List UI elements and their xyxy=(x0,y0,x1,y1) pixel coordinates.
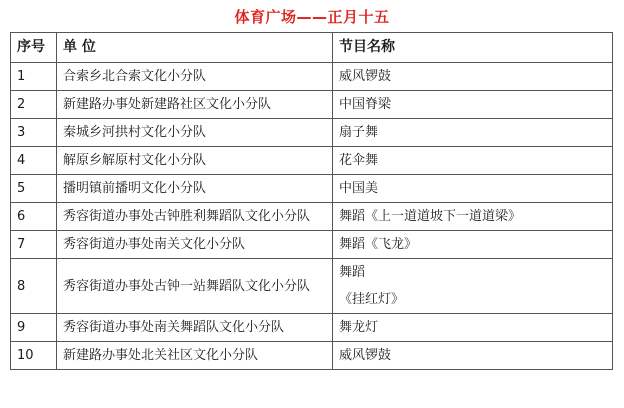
table-row xyxy=(11,203,613,231)
row-program: 舞蹈《飞龙》 xyxy=(333,231,613,259)
header-program: 节目名称 xyxy=(333,33,613,63)
table-row xyxy=(11,63,613,91)
row-program: 中国脊梁 xyxy=(333,91,613,119)
program-table xyxy=(10,32,613,370)
row-program-line1: 舞蹈 xyxy=(339,265,366,280)
table-row xyxy=(11,259,613,314)
row-unit: 秀容街道办事处古钟一站舞蹈队文化小分队 xyxy=(57,259,333,314)
row-no: 8 xyxy=(11,259,57,314)
header-unit: 单 位 xyxy=(57,33,333,63)
row-unit: 新建路办事处北关社区文化小分队 xyxy=(57,342,333,370)
row-unit: 合索乡北合索文化小分队 xyxy=(57,63,333,91)
row-program: 舞龙灯 xyxy=(333,314,613,342)
row-unit: 秀容街道办事处古钟胜利舞蹈队文化小分队 xyxy=(57,203,333,231)
table-row xyxy=(11,175,613,203)
row-unit: 新建路办事处新建路社区文化小分队 xyxy=(57,91,333,119)
row-program xyxy=(333,259,613,314)
row-no: 6 xyxy=(11,203,57,231)
row-program: 扇子舞 xyxy=(333,119,613,147)
row-program: 威风锣鼓 xyxy=(333,342,613,370)
row-no: 10 xyxy=(11,342,57,370)
row-unit: 秦城乡河拱村文化小分队 xyxy=(57,119,333,147)
table-row xyxy=(11,314,613,342)
row-program-line2: 《挂红灯》 xyxy=(339,292,405,307)
row-program: 威风锣鼓 xyxy=(333,63,613,91)
row-unit: 播明镇前播明文化小分队 xyxy=(57,175,333,203)
table-row xyxy=(11,119,613,147)
row-unit: 解原乡解原村文化小分队 xyxy=(57,147,333,175)
row-no: 3 xyxy=(11,119,57,147)
row-no: 9 xyxy=(11,314,57,342)
row-no: 7 xyxy=(11,231,57,259)
row-unit: 秀容街道办事处南关舞蹈队文化小分队 xyxy=(57,314,333,342)
row-no: 5 xyxy=(11,175,57,203)
row-no: 2 xyxy=(11,91,57,119)
row-program: 花伞舞 xyxy=(333,147,613,175)
row-program: 舞蹈《上一道道坡下一道道梁》 xyxy=(333,203,613,231)
table-row xyxy=(11,91,613,119)
row-unit: 秀容街道办事处南关文化小分队 xyxy=(57,231,333,259)
header-no: 序号 xyxy=(11,33,57,63)
table-row xyxy=(11,231,613,259)
row-no: 1 xyxy=(11,63,57,91)
row-no: 4 xyxy=(11,147,57,175)
table-row xyxy=(11,342,613,370)
page-title: 体育广场——正月十五 xyxy=(234,8,390,26)
table-row xyxy=(11,147,613,175)
table-header-row xyxy=(11,33,613,63)
row-program: 中国美 xyxy=(333,175,613,203)
